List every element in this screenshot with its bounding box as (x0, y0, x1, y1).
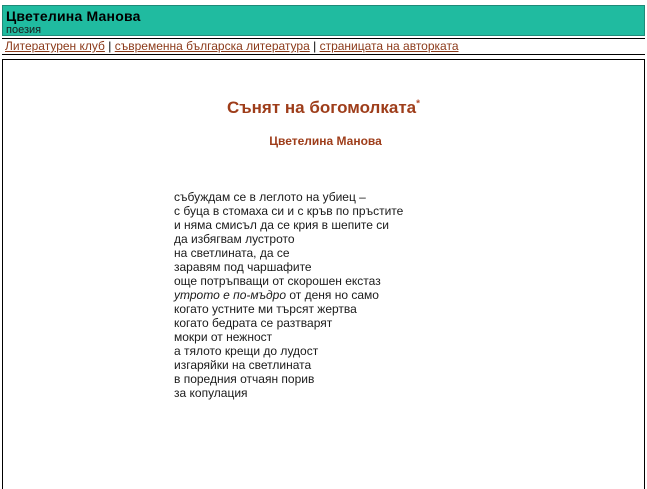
poem-line: да избягвам лустрото (174, 232, 295, 246)
nav-link-author-page[interactable]: страницата на авторката (319, 39, 459, 53)
content-panel (2, 59, 645, 489)
poem-line: в поредния отчаян порив (174, 372, 315, 386)
poem-line-italic: утрото е по-мъдро (174, 288, 287, 302)
poem-body (174, 190, 403, 400)
category-label: поезия (6, 24, 42, 36)
nav-link-literary-club[interactable]: Литературен клуб (5, 39, 105, 53)
poem-line: на светлината, да се (174, 246, 290, 260)
nav-separator: | (108, 39, 112, 53)
site-header (2, 5, 645, 36)
poem-line: събуждам се в леглото на убиец – (174, 190, 366, 204)
poem-line: а тялото крещи до лудост (174, 344, 319, 358)
poem-line: когато устните ми търсят жертва (174, 302, 357, 316)
poem-author: Цветелина Манова (269, 134, 382, 148)
poem-title: Сънят на богомолката (226, 98, 417, 117)
nav-link-contemporary-literature[interactable]: съвременна българска литература (114, 39, 310, 53)
nav-separator: | (313, 39, 317, 53)
poem-line: с буца в стомаха си и с кръв по пръстите (174, 204, 404, 218)
poem-line: заравям под чаршафите (174, 260, 312, 274)
breadcrumb (2, 38, 645, 55)
poem-line: мокри от нежност (174, 330, 273, 344)
poem-line: за копулация (174, 386, 248, 400)
poem-line (174, 288, 403, 302)
poem-line: изгаряйки на светлината (174, 358, 312, 372)
poem-line-rest: от деня но само (286, 288, 379, 302)
poem-line: още потръпващи от скорошен екстаз (174, 274, 381, 288)
poem-title-block (3, 98, 644, 118)
poem-line: и няма смисъл да се крия в шепите си (174, 218, 389, 232)
poem-line: когато бедрата се разтварят (174, 316, 333, 330)
footnote-marker[interactable]: * (416, 98, 420, 110)
author-name: Цветелина Манова (6, 8, 141, 24)
